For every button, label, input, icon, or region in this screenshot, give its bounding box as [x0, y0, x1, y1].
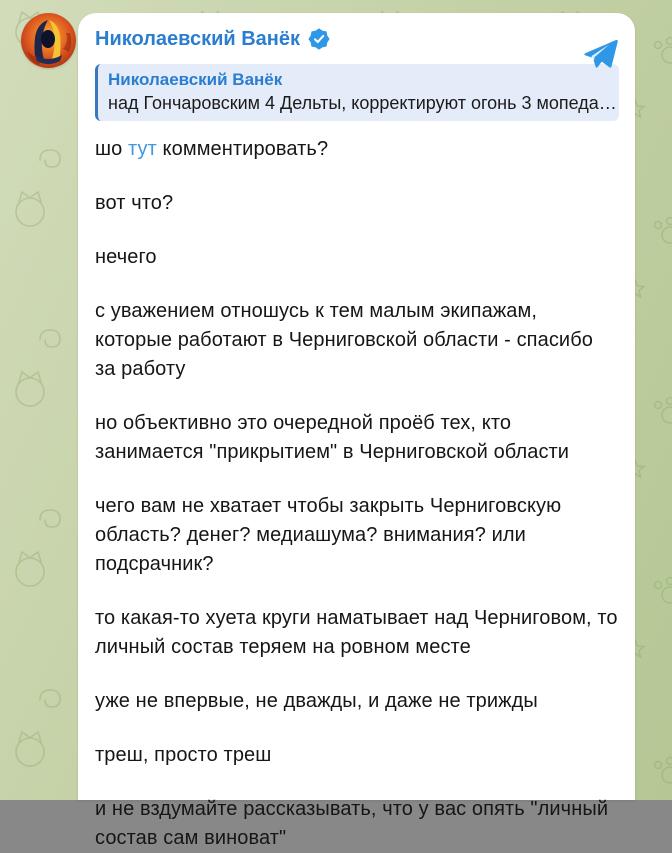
message-paragraph: [95, 135, 619, 164]
text-segment: но объективно это очередной проёб тех, кто занимается "прикрытием" в Черниговской области: [95, 412, 570, 463]
message-paragraph: [95, 297, 619, 384]
text-segment: и не вздумайте рассказывать, что у вас опять "личный состав сам виноват": [95, 798, 609, 849]
message-paragraph: [95, 741, 619, 770]
text-segment: уже не впервые, не дважды, и даже не трижды: [95, 690, 538, 712]
message-bubble: [78, 13, 635, 849]
verified-badge-icon: [308, 28, 330, 50]
message-paragraph: [95, 189, 619, 218]
inline-link[interactable]: тут: [128, 138, 157, 160]
text-segment: шо: [95, 138, 129, 160]
reply-snippet: над Гончаровским 4 Дельты, корректируют огонь 3 мопеда…: [108, 93, 617, 113]
message-paragraph: [95, 687, 619, 716]
text-segment: с уважением отношусь к тем малым экипажам, которые работают в Черниговской области - спасибо за работу: [95, 300, 593, 380]
message-paragraph: [95, 409, 619, 467]
channel-avatar-image: [21, 13, 76, 68]
message-text: [95, 135, 619, 853]
message-header: [95, 25, 619, 53]
message-paragraph: [95, 795, 619, 853]
text-segment: чего вам не хватает чтобы закрыть Черниговскую область? денег? медиашума? внимания? или подсрачник?: [95, 495, 562, 575]
channel-avatar[interactable]: [21, 13, 76, 68]
text-segment: комментировать?: [156, 138, 329, 160]
text-segment: вот что?: [95, 192, 174, 214]
paper-plane-icon[interactable]: [581, 35, 619, 73]
reply-author: Николаевский Ванёк: [108, 70, 283, 89]
message-paragraph: [95, 492, 619, 579]
text-segment: треш, просто треш: [95, 744, 272, 766]
message-paragraph: [95, 604, 619, 662]
channel-title[interactable]: Николаевский Ванёк: [95, 28, 301, 50]
text-segment: нечего: [95, 246, 157, 268]
text-segment: то какая-то хуета круги наматывает над Черниговом, то личный состав теряем на ровном месте: [95, 607, 618, 658]
message-paragraph: [95, 243, 619, 272]
reply-preview[interactable]: [95, 64, 619, 121]
